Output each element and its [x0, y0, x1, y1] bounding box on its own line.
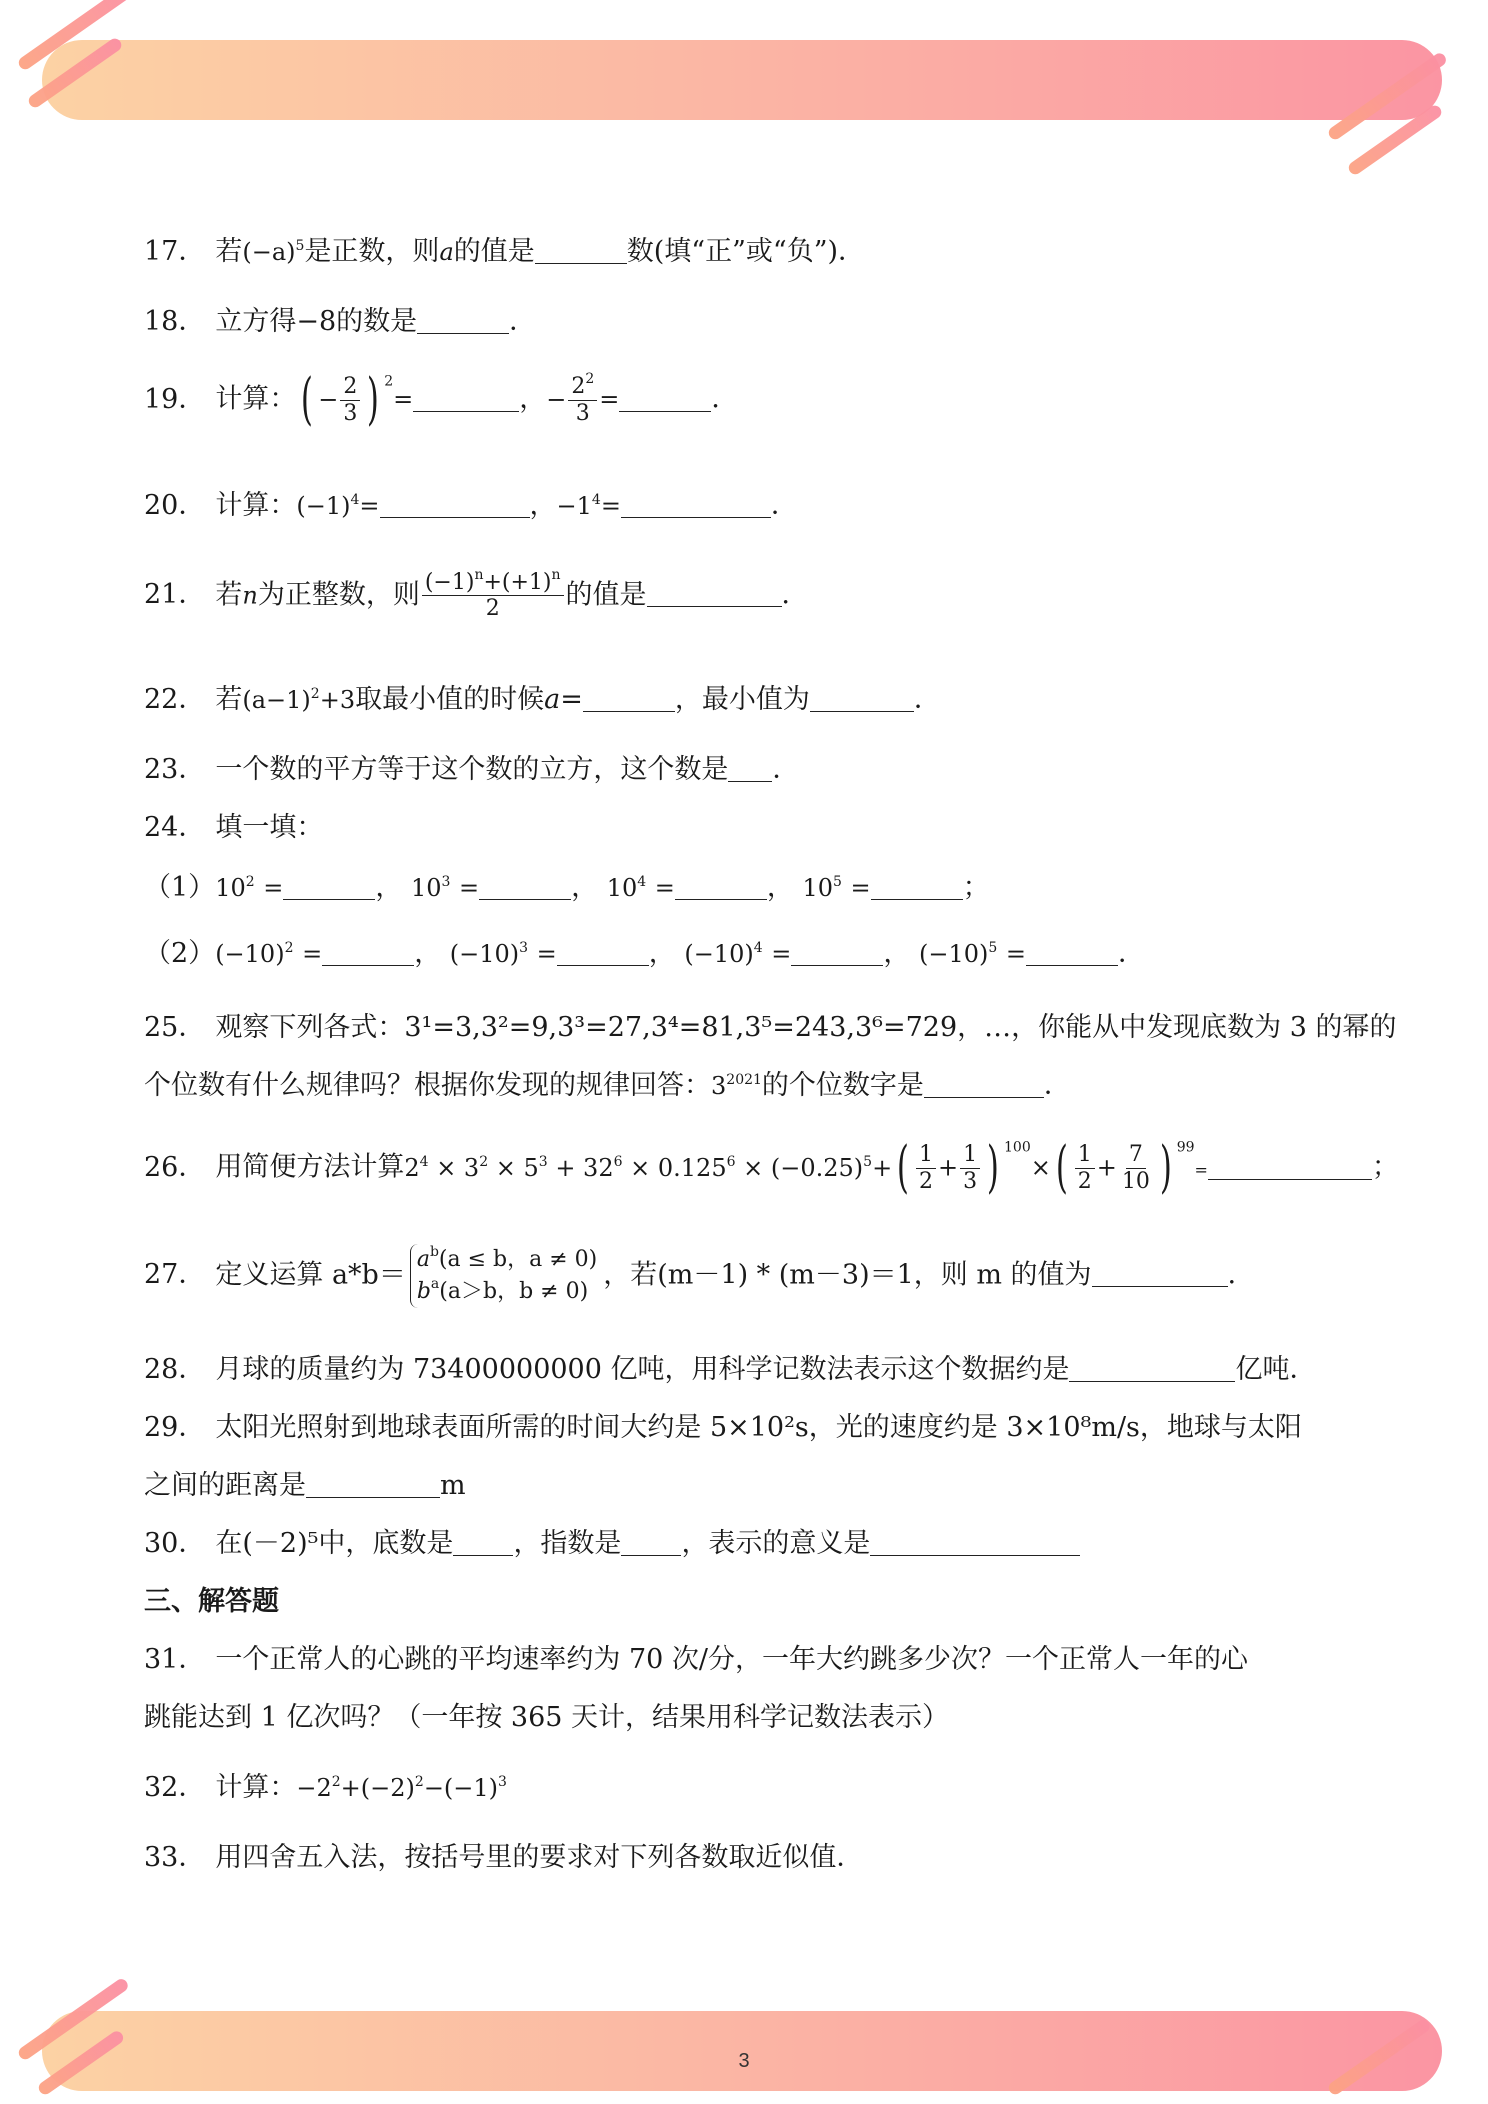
question-23: 23． 一个数的平方等于这个数的立方，这个数是 ． [144, 754, 800, 785]
question-24-row-2: $(2)(-10)^2$ = ， $(-10)^3$ = ， $(-10)^4$ = ， $(-10)^5$ = ． [144, 938, 1145, 969]
answer-blank[interactable] [647, 580, 782, 607]
question-33: 33． 用四舍五入法，按括号里的要求对下列各数取近似值． [144, 1842, 864, 1873]
fraction: $\frac{(-1)^n+(+1)^n}{2}$ [422, 570, 564, 622]
question-25-line-2: 个位数有什么规律吗？根据你发现的规律回答：$3^{2021}$的个位数字是 ． [144, 1070, 1071, 1101]
answer-blank[interactable] [870, 1529, 1080, 1556]
question-31: 31． 一个正常人的心跳的平均速率约为 70 次/分，一年大约跳多少次？一个正常人一年的心 [144, 1644, 1248, 1675]
answer-blank[interactable] [322, 939, 414, 966]
answer-blank[interactable] [728, 755, 772, 782]
answer-blank[interactable] [1092, 1260, 1228, 1287]
question-32: 32． 计算：$-2^2+(-2)^2-(-1)^3$ [144, 1772, 507, 1803]
question-24-row-1: $(1)10^2$ = ， $10^3$ = ， $10^4$ = ， $10^5$ = ； [144, 872, 990, 903]
answer-blank[interactable] [810, 685, 914, 712]
answer-blank[interactable] [557, 939, 649, 966]
question-29: 29． 太阳光照射到地球表面所需的时间大约是 5×10²s，光的速度约是 3×10⁸m/s，地球与太阳 [144, 1412, 1302, 1443]
answer-blank[interactable] [583, 685, 675, 712]
answer-blank[interactable] [871, 873, 963, 900]
answer-blank[interactable] [619, 385, 711, 412]
answer-blank[interactable] [621, 491, 771, 518]
question-31-line-2: 跳能达到 1 亿次吗？（一年按 365 天计，结果用科学记数法表示） [144, 1702, 950, 1733]
question-26: 26． 用简便方法计算$2^4 \times 3^2 \times 5^3 + 32^6 \times 0.125^6 \times (-0.25)^5+$( $\frac{1}{2}$ + $\frac{1}{3}$ ) $^{100}$×( $\frac{1}{2}$ + $\frac{7}{10}$ ) $^{99}$= ； [144, 1135, 1399, 1200]
question-17: 17． 若$(-a)^5$是正数，则a的值是 数(填“正”或“负”)． [144, 236, 866, 267]
answer-blank[interactable] [1208, 1153, 1372, 1180]
answer-blank[interactable] [621, 1529, 681, 1556]
question-25: 25． 观察下列各式：3¹=3,3²=9,3³=27,3⁴=81,3⁵=243,3⁶=729，…，你能从中发现底数为 3 的幂的 [144, 1012, 1397, 1043]
piecewise-definition: $a^b(a \le b$，a ≠ 0) $b^a(a>b$，b ≠ 0) [410, 1244, 597, 1308]
answer-blank[interactable] [417, 307, 509, 334]
question-19: 19． 计算：( − $\frac{2}{3}$ ) $^2$= ，− $\frac{2^2}{3}$ = ． [144, 367, 739, 432]
question-30: 30． 在(－2)⁵中，底数是 ，指数是 ，表示的意义是 [144, 1528, 1080, 1560]
answer-blank[interactable] [924, 1071, 1044, 1098]
question-22: 22． 若$(a-1)^2+3$取最小值的时候a= ，最小值为 ． [144, 684, 941, 715]
question-20: 20． 计算：$(-1)^4=$ ，$-1^4=$ ． [144, 490, 798, 521]
answer-blank[interactable] [479, 873, 571, 900]
answer-blank[interactable] [283, 873, 375, 900]
answer-blank[interactable] [306, 1471, 440, 1498]
fraction: $\frac{2^2}{3}$ [568, 374, 597, 426]
answer-blank[interactable] [791, 939, 883, 966]
answer-blank[interactable] [453, 1529, 513, 1556]
page-number: 3 [738, 2050, 750, 2072]
question-28: 28． 月球的质量约为 73400000000 亿吨，用科学记数法表示这个数据约是 亿吨． [144, 1354, 1317, 1385]
answer-blank[interactable] [1069, 1355, 1235, 1382]
answer-blank[interactable] [675, 873, 767, 900]
answer-blank[interactable] [413, 385, 519, 412]
question-24: 24． 填一填： [144, 812, 324, 843]
answer-blank[interactable] [535, 237, 627, 264]
answer-blank[interactable] [380, 491, 530, 518]
section-title: 三、解答题 [144, 1586, 279, 1617]
question-27: 27． 定义运算 $a*b= a^b(a \le b$，a ≠ 0) $b^a(a>b$，b ≠ 0)，若(m－1) * (m－3)＝1，则 m 的值为 ． [144, 1244, 1255, 1308]
fraction: $\frac{2}{3}$ [340, 374, 360, 426]
question-21: 21． 若n为正整数，则 $\frac{(-1)^n+(+1)^n}{2}$ 的值是 ． [144, 567, 809, 622]
header-banner [42, 40, 1442, 120]
answer-blank[interactable] [1026, 939, 1118, 966]
question-18: 18． 立方得−8的数是 ． [144, 306, 537, 337]
question-29-line-2: 之间的距离是 m [144, 1470, 466, 1501]
